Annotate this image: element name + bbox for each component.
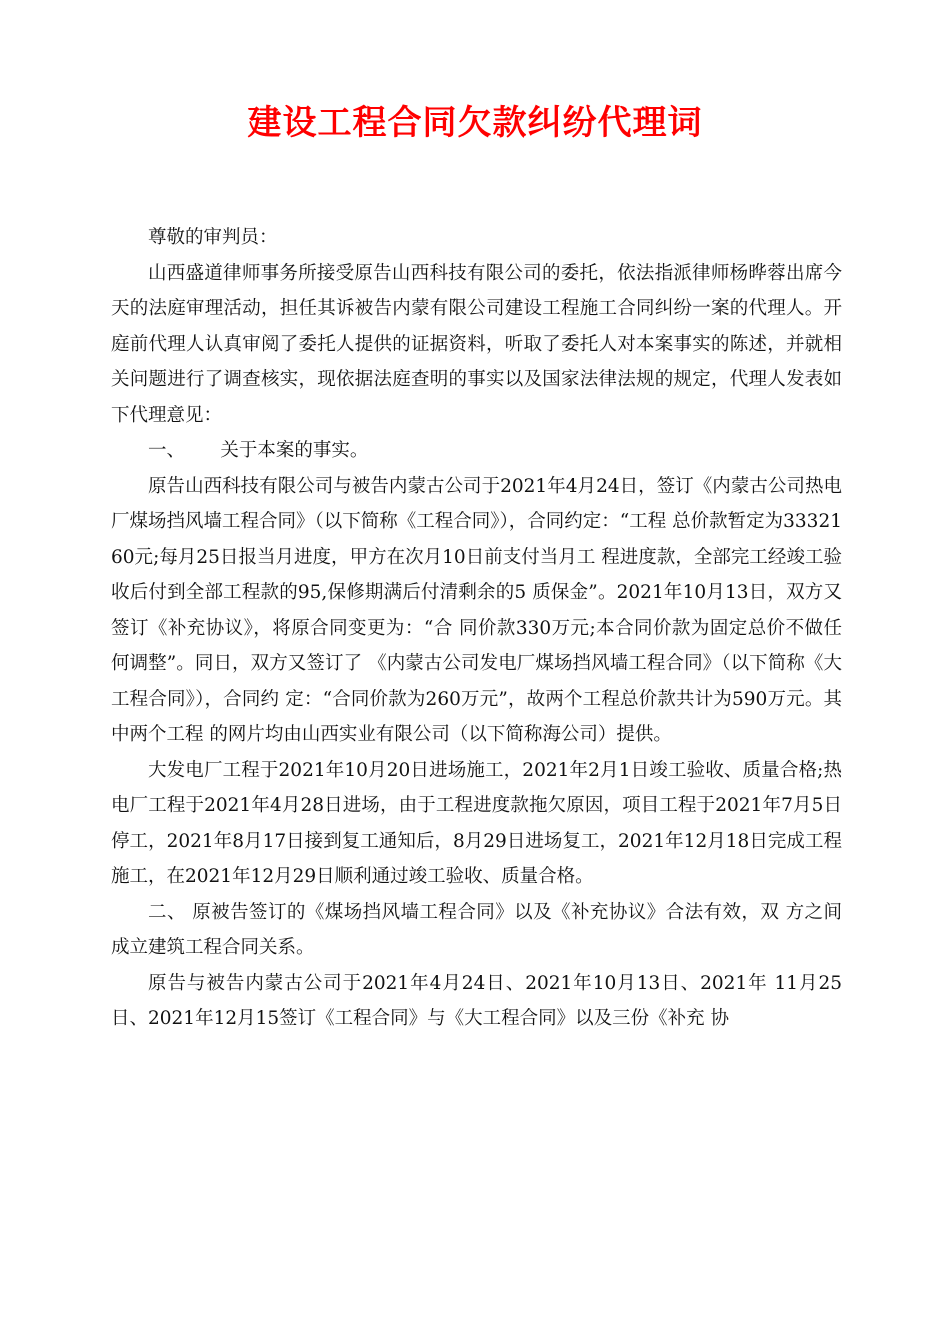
paragraph-agreements: 原告与被告内蒙古公司于2021年4月24日、2021年10月13日、2021年 11月25日、2021年12月15签订《工程合同》与《大工程合同》以及三份《补充 协 (111, 972, 842, 1029)
document-title: 建设工程合同欠款纠纷代理词 (247, 103, 703, 143)
paragraph-contract-facts: 原告山西科技有限公司与被告内蒙古公司于2021年4月24日，签订《内蒙古公司热电厂煤场挡风墙工程合同》（以下简称《工程合同》），合同约定：“工程 总价款暂定为3332160元;每月25日报当月进度，甲方在次月10日前支付当月工 程进度款，全部完工经竣工验收后付到全部工程款的95,保修期满后付清剩余的5 质保金”。2021年10月13日，双方又签订《补充协议》，将原合同变更为：“合 同价款330万元;本合同价款为固定总价不做任何调整”。同日，双方又签订了 《内蒙古公司发电厂煤场挡风墙工程合同》（以下简称《大工程合同》），合同约 定：“合同价款为260万元”，故两个工程总价款共计为590万元。其中两个工程 的网片均由山西实业有限公司（以下简称海公司）提供。 (111, 475, 842, 745)
paragraph-construction-timeline: 大发电厂工程于2021年10月20日进场施工，2021年2月1日竣工验收、质量合格;热电厂工程于2021年4月28日进场，由于工程进度款拖欠原因，项目工程于2021年7月5日停工，2021年8月17日接到复工通知后，8月29日进场复工，2021年12月18日完成工程施工，在2021年12月29日顺利通过竣工验收、质量合格。 (111, 759, 842, 887)
section-heading-two (111, 895, 842, 966)
salutation: 尊敬的审判员： (148, 227, 278, 248)
section-one-text: 关于本案的事实。 (220, 440, 369, 461)
document-body (111, 220, 842, 1037)
section-heading-one (111, 433, 842, 469)
section-two-number: 二、 (148, 901, 186, 923)
section-one-number: 一、 (148, 440, 186, 461)
paragraph-intro: 山西盛道律师事务所接受原告山西科技有限公司的委托，依法指派律师杨晔蓉出席今天的法庭审理活动，担任其诉被告内蒙有限公司建设工程施工合同纠纷一案的代理人。开庭前代理人认真审阅了委托人提供的证据资料，听取了委托人对本案事实的陈述，并就相关问题进行了调查核实，现依据法庭查明的事实以及国家法律法规的规定，代理人发表如下代理意见： (111, 262, 842, 426)
section-two-text: 原被告签订的《煤场挡风墙工程合同》以及《补充协议》合法有效，双 方之间成立建筑工程合同关系。 (111, 901, 842, 958)
